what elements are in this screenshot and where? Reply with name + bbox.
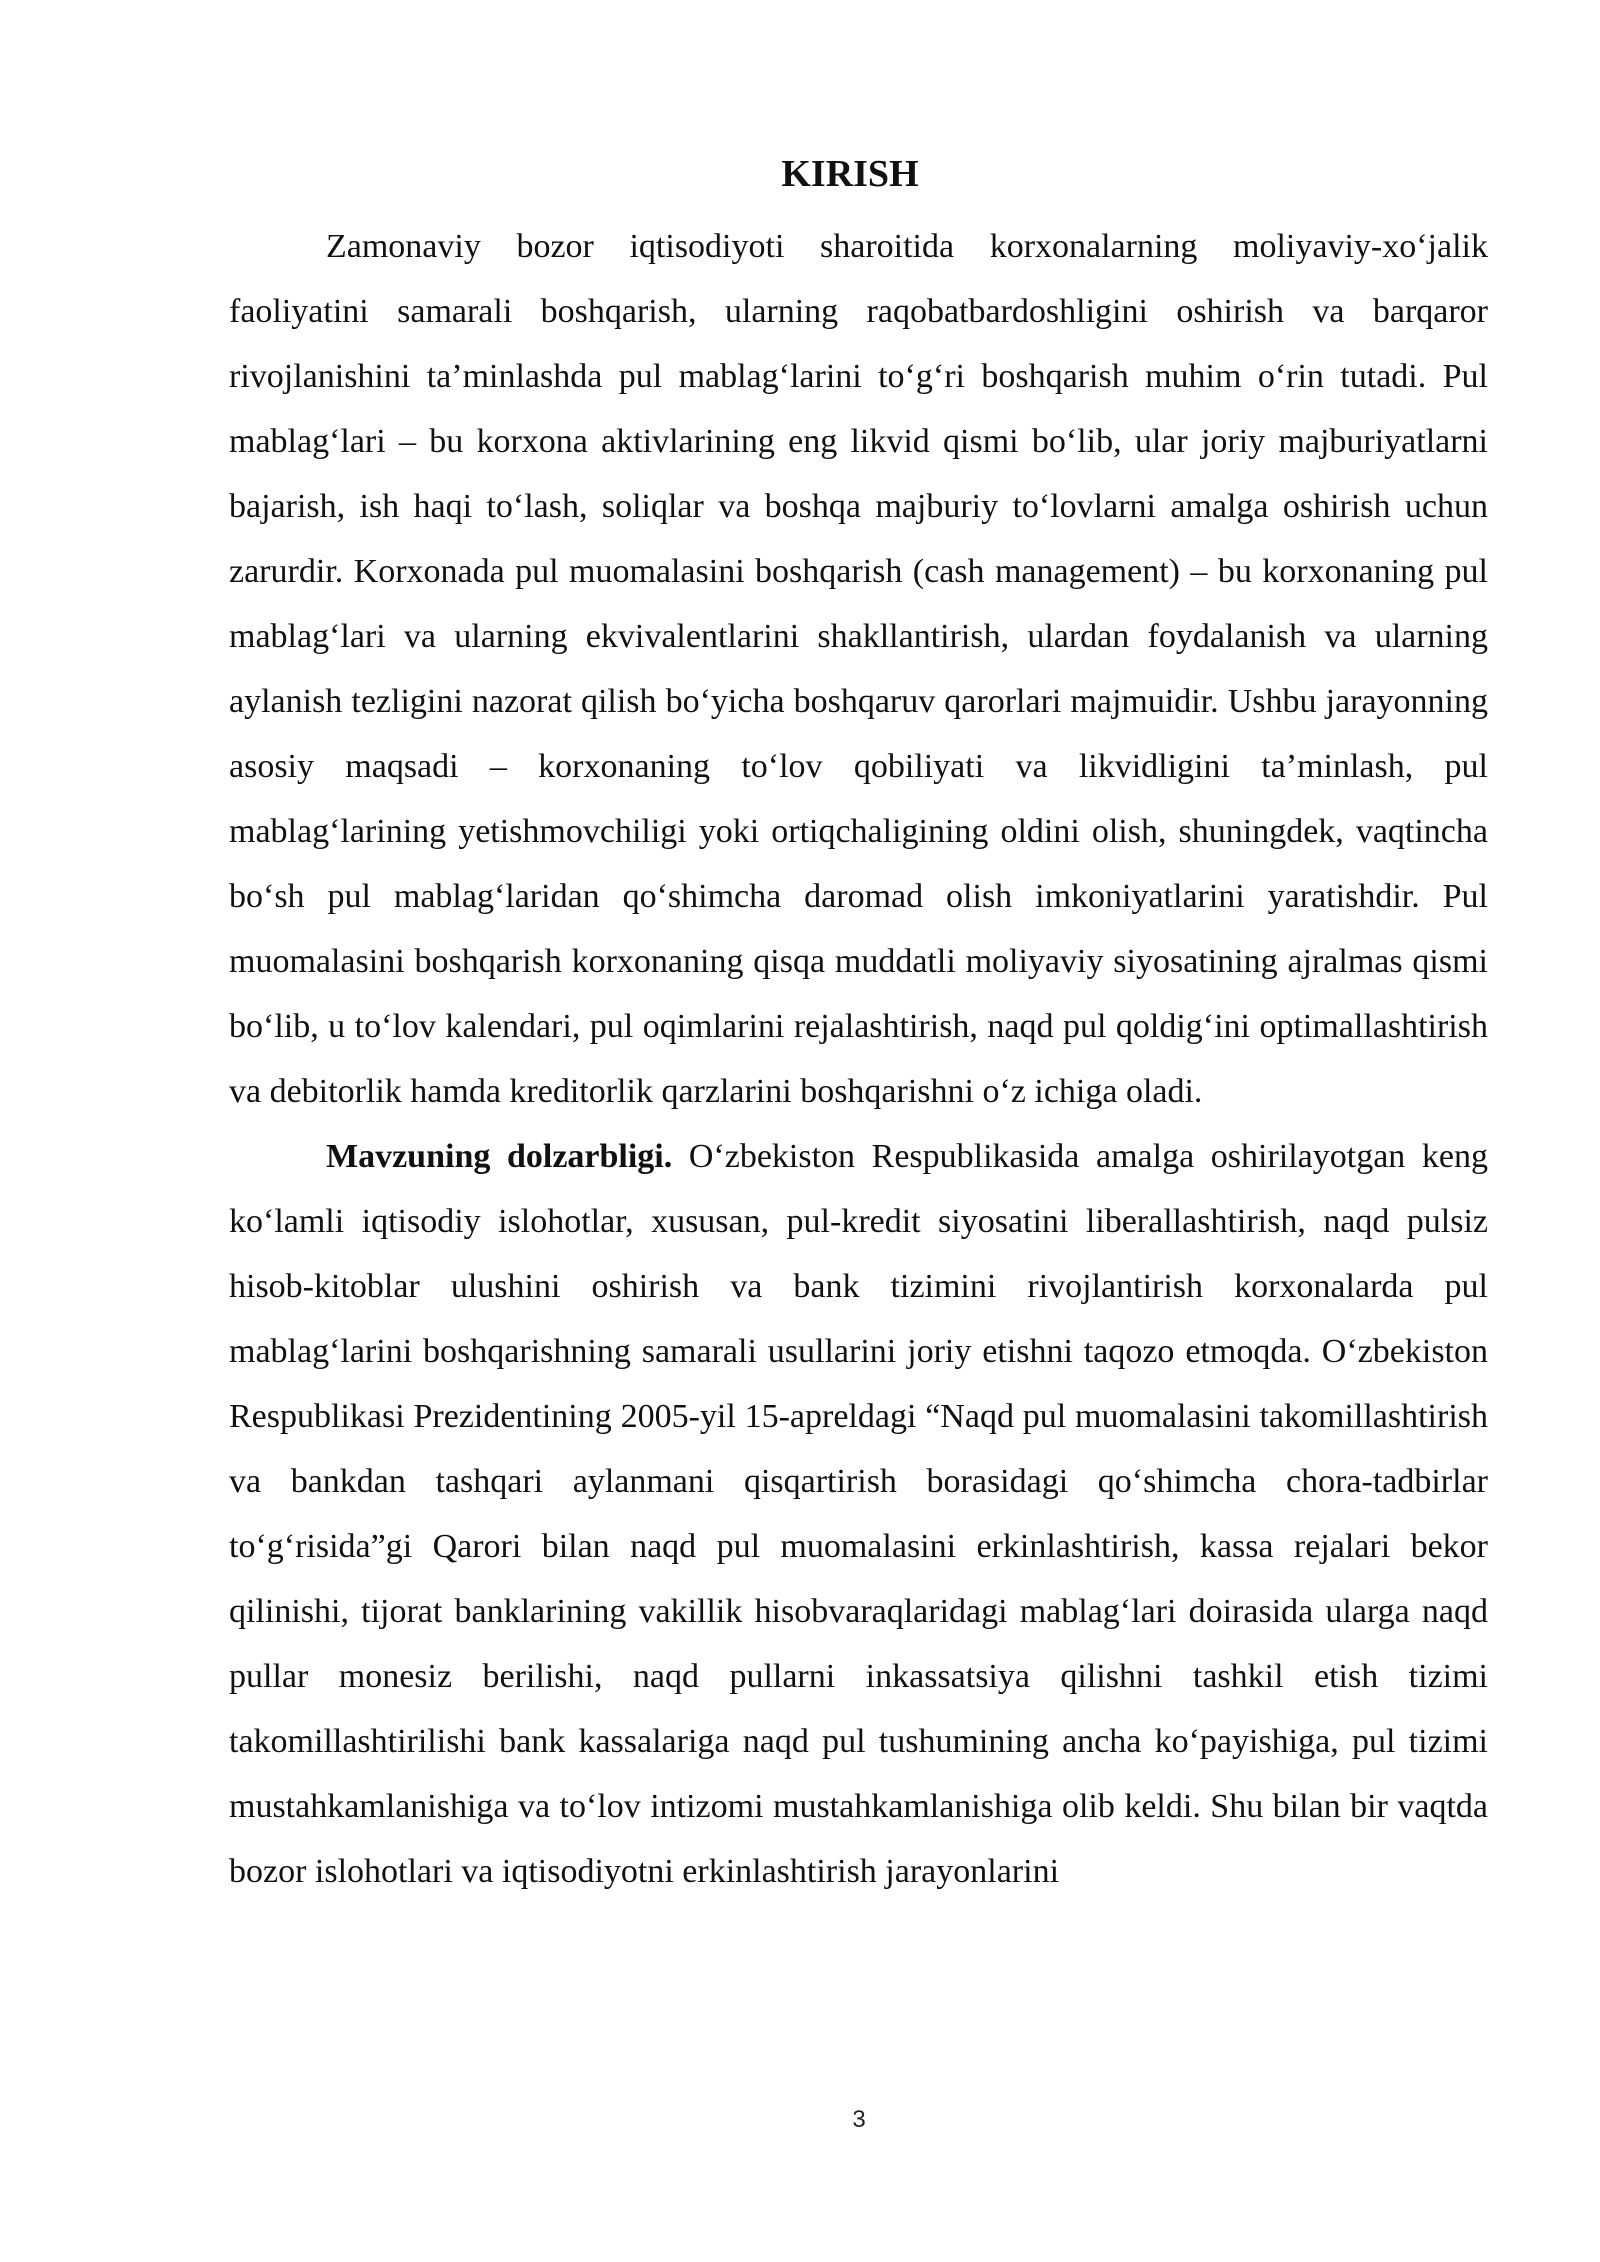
page-number: 3 [852, 2106, 866, 2133]
paragraph-lead: Mavzuning dolzarbligi. [326, 1138, 673, 1175]
paragraph-text: Zamonaviy bozor iqtisodiyoti sharoitida korxonalarning moliyaviy-xo‘jalik faoliyatini samarali boshqarish, ularning raqobatbardoshligini oshirish va barqaror rivojlanishini ta’minlashda pul mablag‘larini to‘g‘ri boshqarish muhim o‘rin tutadi. Pul mablag‘lari – bu korxona aktivlarining eng likvid qismi bo‘lib, ular joriy majburiyatlarni bajarish, ish haqi to‘lash, soliqlar va boshqa majburiy to‘lovlarni amalga oshirish uchun zarurdir. Korxonada pul muomalasini boshqarish (cash management) – bu korxonaning pul mablag‘lari va ularning ekvivalentlarini shakllantirish, ulardan foydalanish va ularning aylanish tezligini nazorat qilish bo‘yicha boshqaruv qarorlari majmuidir. Ushbu jarayonning asosiy maqsadi – korxonaning to‘lov qobiliyati va likvidligini ta’minlash, pul mablag‘larining yetishmovchiligi yoki ortiqchaligining oldini olish, shuningdek, vaqtincha bo‘sh pul mablag‘laridan qo‘shimcha daromad olish imkoniyatlarini yaratishdir. Pul muomalasini boshqarish korxonaning qisqa muddatli moliyaviy siyosatining ajralmas qismi bo‘lib, u to‘lov kalendari, pul oqimlarini rejalashtirish, naqd pul qoldig‘ini optimallashtirish va debitorlik hamda kreditorlik qarzlarini boshqarishni o‘z ichiga oladi. [229, 228, 1488, 1110]
paragraph-text: O‘zbekiston Respublikasida amalga oshirilayotgan keng ko‘lamli iqtisodiy islohotlar, xususan, pul-kredit siyosatini liberallashtirish, naqd pulsiz hisob-kitoblar ulushini oshirish va bank tizimini rivojlantirish korxonalarda pul mablag‘larini boshqarishning samarali usullarini joriy etishni taqozo etmoqda. O‘zbekiston Respublikasi Prezidentining 2005-yil 15-apreldagi “Naqd pul muomalasini takomillashtirish va bankdan tashqari aylanmani qisqartirish borasidagi qo‘shimcha chora-tadbirlar to‘g‘risida”gi Qarori bilan naqd pul muomalasini erkinlashtirish, kassa rejalari bekor qilinishi, tijorat banklarining vakillik hisobvaraqlaridagi mablag‘lari doirasida ularga naqd pullar monesiz berilishi, naqd pullarni inkassatsiya qilishni tashkil etish tizimi takomillashtirilishi bank kassalariga naqd pul tushumining ancha ko‘payishiga, pul tizimi mustahkamlanishiga va to‘lov intizomi mustahkamlanishiga olib keldi. Shu bilan bir vaqtda bozor islohotlari va iqtisodiyotni erkinlashtirish jarayonlarini [229, 1138, 1488, 1890]
section-heading: KIRISH [781, 153, 919, 195]
body-text [229, 214, 1488, 1904]
paragraph-intro [229, 214, 1488, 1124]
paragraph-relevance [229, 1124, 1488, 1904]
